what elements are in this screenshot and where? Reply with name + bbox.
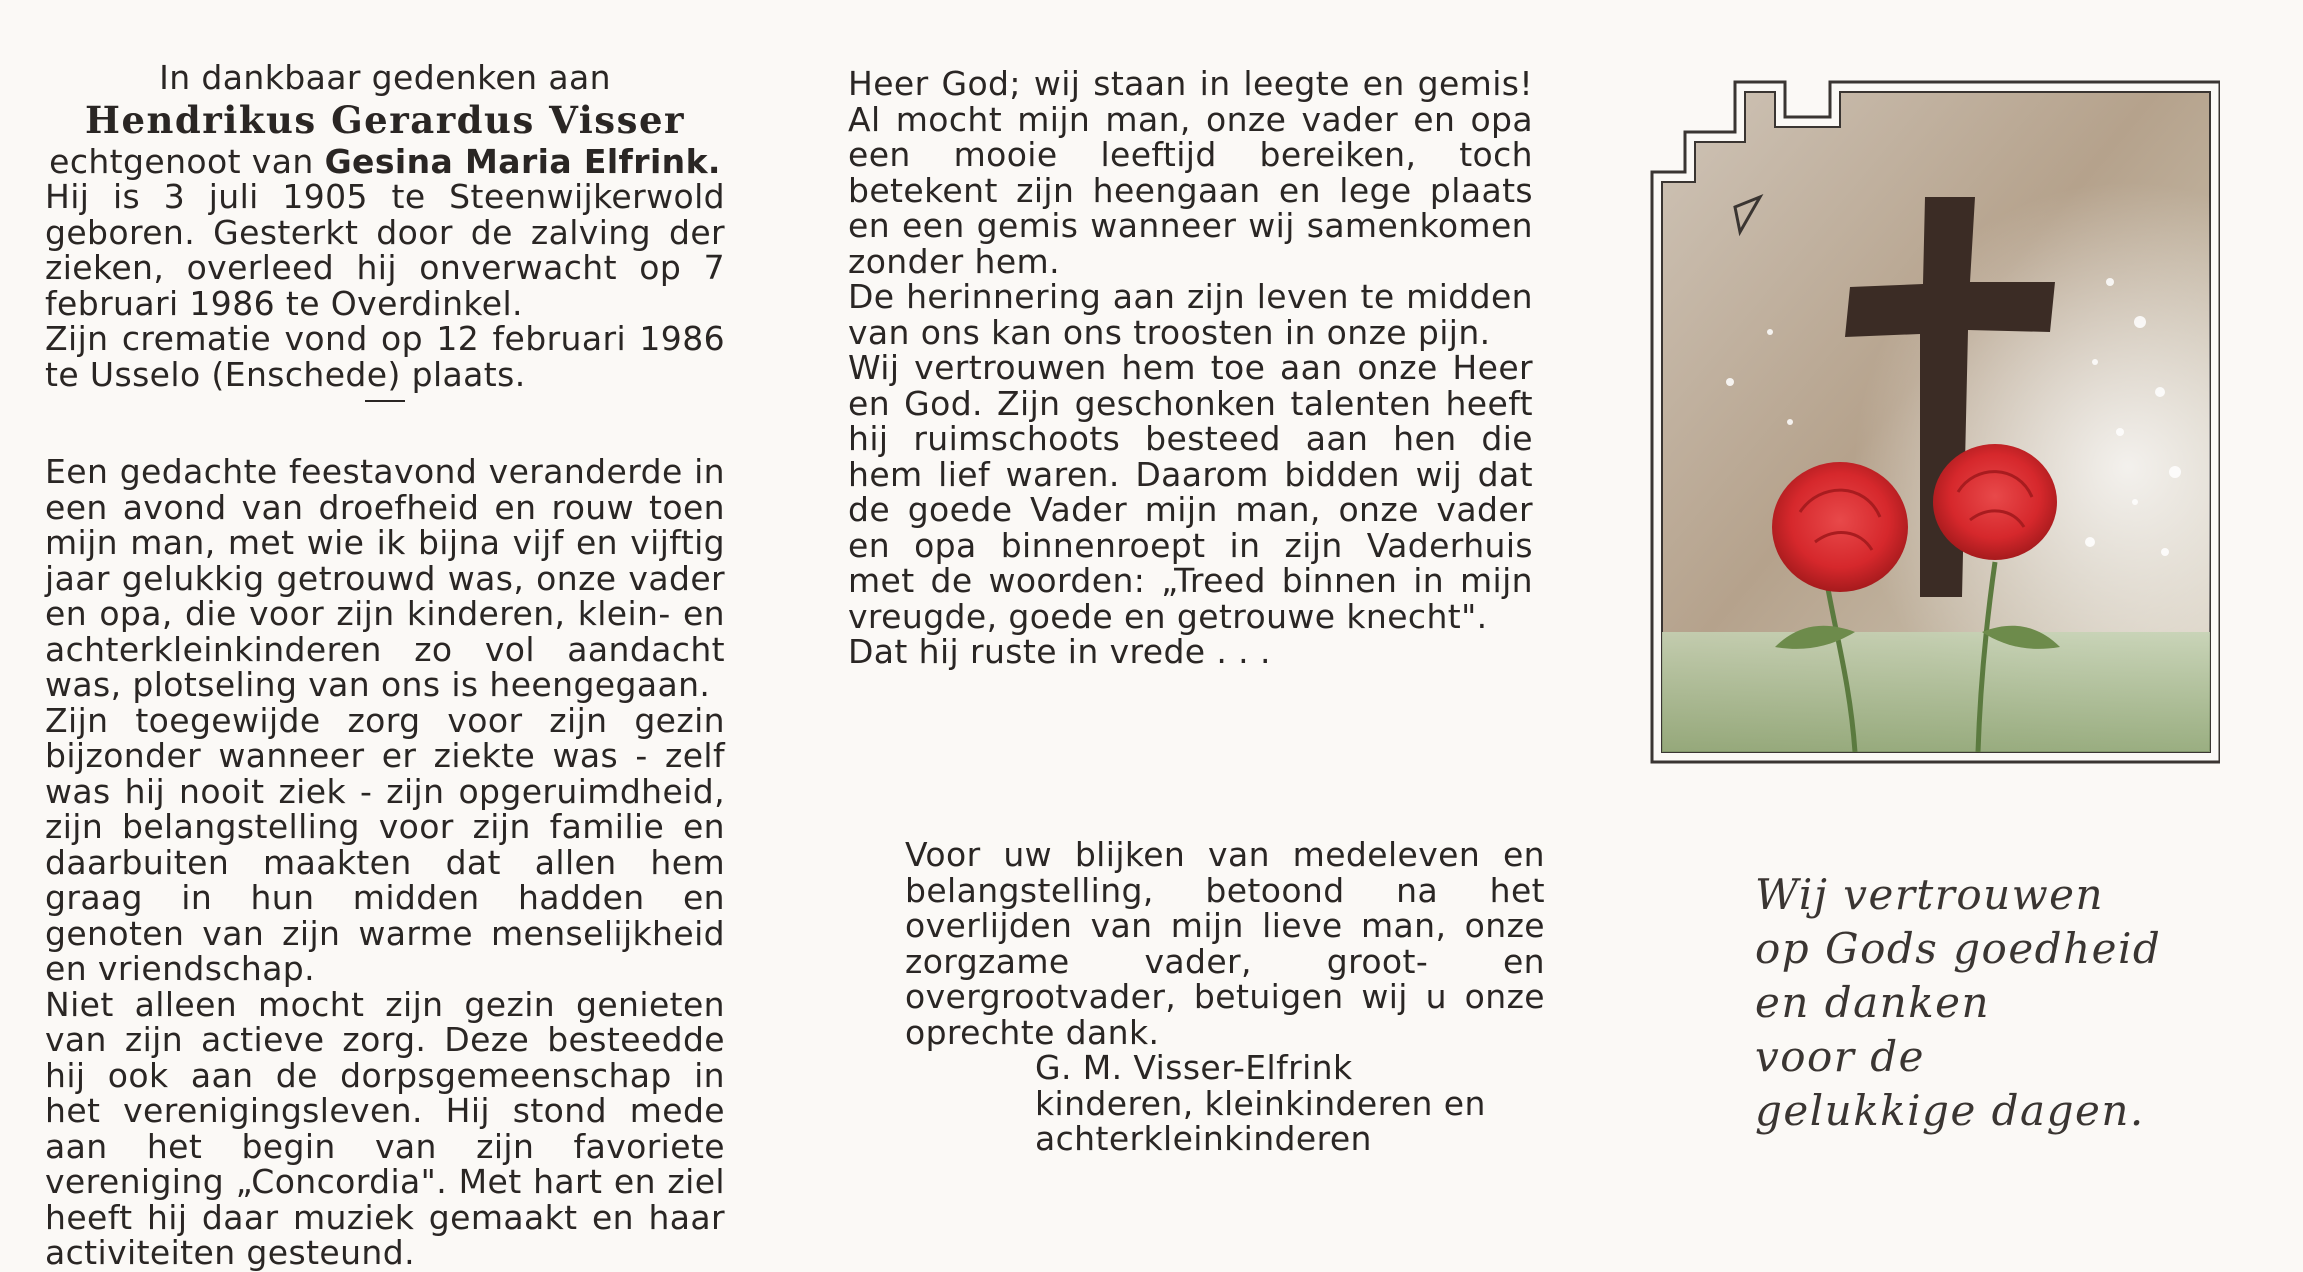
deceased-name: Hendrikus Gerardus Visser [85, 97, 685, 142]
spouse-prefix: echtgenoot van [49, 141, 314, 181]
signature-line: achterkleinkinderen [1035, 1119, 1372, 1158]
birth-death-paragraph: Hij is 3 juli 1905 te Steenwijkerwold geboren. Gesterkt door de zalving der zieken, overleed hij onverwacht op 7 februari 1986 te Overdinkel. [45, 177, 725, 323]
paragraph: Heer God; wij staan in leegte en gemis! Al mocht mijn man, onze vader en opa een mooie leeftijd bereiken, toch betekent zijn heengaan en lege plaats en een gemis wanneer wij samenkomen zonder hem. [848, 64, 1533, 281]
closing-line: Dat hij ruste in vrede . . . [848, 632, 1271, 671]
verse-line: voor de [1755, 1032, 1925, 1081]
paragraph: Wij vertrouwen hem toe aan onze Heer en God. Zijn geschonken talenten heeft hij ruimschoots besteed aan hen die hem lief waren. Daarom bidden wij dat de goede Vader mijn man, onze vader en opa binnenroept in zijn Vaderhuis met de woorden: „Treed binnen in mijn vreugde, goede en getrouwe knecht". [848, 348, 1533, 636]
signature-line: kinderen, kleinkinderen en [1035, 1083, 1486, 1123]
intro-line: In dankbaar gedenken aan [159, 58, 611, 97]
verse-line: gelukkige dagen. [1755, 1086, 2145, 1135]
paragraph: Zijn toegewijde zorg voor zijn gezin bijzonder wanneer er ziekte was - zelf was hij nooit ziek - zijn opgeruimdheid, zijn belangstelling voor zijn familie en daarbuiten maakten dat allen hem graag in hun midden hadden en genoten van zijn warme menselijkheid en vriendschap. [45, 700, 725, 988]
cross-with-roses-image [1640, 72, 2220, 772]
divider [365, 400, 405, 402]
paragraph: Een gedachte feestavond veranderde in een avond van droefheid en rouw toen mijn man, met wie ik bijna vijf en vijftig jaar gelukkig getrouwd was, onze vader en opa, die voor zijn kinderen, klein- en achterkleinkinderen zo vol aandacht was, plotseling van ons is heengegaan. [45, 452, 725, 704]
verse-line: Wij vertrouwen [1755, 870, 2105, 919]
cremation-paragraph: Zijn crematie vond op 12 februari 1986 te Usselo (Enschede) plaats. [45, 319, 725, 394]
biography [45, 179, 725, 392]
thanks-text: Voor uw blijken van medeleven en belangstelling, betoond na het overlijden van mijn lieve man, onze zorgzame vader, groot- en overgrootvader, betuigen wij u onze oprechte dank. [905, 835, 1545, 1052]
paragraph: De herinnering aan zijn leven te midden van ons kan ons troosten in onze pijn. [848, 277, 1533, 352]
verse [1755, 868, 2225, 1138]
spouse-line [45, 141, 725, 181]
signature-line: G. M. Visser-Elfrink [1035, 1048, 1353, 1087]
paragraph: Niet alleen mocht zijn gezin genieten van zijn actieve zorg. Deze besteedde hij ook aan de dorpsgemeenschap in het verenigingsleven. Hij stond mede aan het begin van zijn favoriete vereniging „Concordia". Met hart en ziel heeft hij daar muziek gemaakt en haar activiteiten gesteund. [45, 984, 725, 1272]
verse-line: en danken [1755, 978, 1991, 1027]
text-column-middle [848, 66, 1533, 670]
verse-line: op Gods goedheid [1755, 924, 2162, 973]
text-column-left [45, 60, 725, 1271]
remembrance-text [45, 454, 725, 1271]
spouse-name: Gesina Maria Elfrink. [324, 141, 721, 181]
thanks-block [905, 837, 1545, 1157]
